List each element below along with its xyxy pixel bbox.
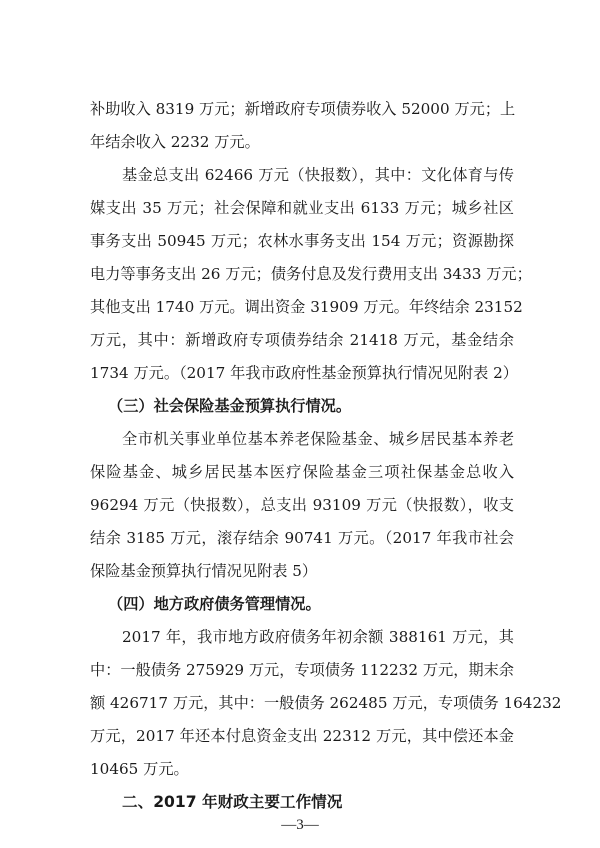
paragraph-line: 保险基金、城乡居民基本医疗保险基金三项社保基金总收入 xyxy=(90,463,514,481)
section-heading: （四）地方政府债务管理情况。 xyxy=(108,595,321,613)
paragraph-line: 基金总支出 62466 万元（快报数），其中：文化体育与传 xyxy=(122,166,514,184)
paragraph-line: 万元，其中：新增政府专项债券结余 21418 万元，基金结余 xyxy=(90,331,514,349)
paragraph-line: 年结余收入 2232 万元。 xyxy=(90,133,260,151)
paragraph-line: 结余 3185 万元，滚存结余 90741 万元。（2017 年我市社会 xyxy=(90,529,514,547)
paragraph-line: 中：一般债务 275929 万元，专项债务 112232 万元，期末余 xyxy=(90,661,514,679)
paragraph-line: 1734 万元。（2017 年我市政府性基金预算执行情况见附表 2） xyxy=(90,364,518,382)
paragraph-line: 媒支出 35 万元；社会保障和就业支出 6133 万元；城乡社区 xyxy=(90,199,514,217)
paragraph-line: 事务支出 50945 万元；农林水事务支出 154 万元；资源勘探 xyxy=(90,232,514,250)
paragraph-line: 96294 万元（快报数），总支出 93109 万元（快报数），收支 xyxy=(90,496,514,514)
paragraph-line: 万元，2017 年还本付息资金支出 22312 万元，其中偿还本金 xyxy=(90,727,514,745)
section-heading: （三）社会保险基金预算执行情况。 xyxy=(108,397,351,415)
paragraph-line: 电力等事务支出 26 万元；债务付息及发行费用支出 3433 万元； xyxy=(90,265,532,283)
paragraph-line: 10465 万元。 xyxy=(90,760,189,778)
paragraph-line: 保险基金预算执行情况见附表 5） xyxy=(90,562,318,580)
chapter-heading: 二、2017 年财政主要工作情况 xyxy=(122,793,343,811)
page-number: —3— xyxy=(281,817,319,833)
paragraph-line: 2017 年，我市地方政府债务年初余额 388161 万元，其 xyxy=(122,628,514,646)
paragraph-line: 全市机关事业单位基本养老保险基金、城乡居民基本养老 xyxy=(122,430,514,448)
paragraph-line: 补助收入 8319 万元；新增政府专项债券收入 52000 万元；上 xyxy=(90,100,516,118)
paragraph-line: 额 426717 万元，其中：一般债务 262485 万元，专项债务 164232 xyxy=(90,694,562,712)
paragraph-line: 其他支出 1740 万元。调出资金 31909 万元。年终结余 23152 xyxy=(90,298,523,316)
